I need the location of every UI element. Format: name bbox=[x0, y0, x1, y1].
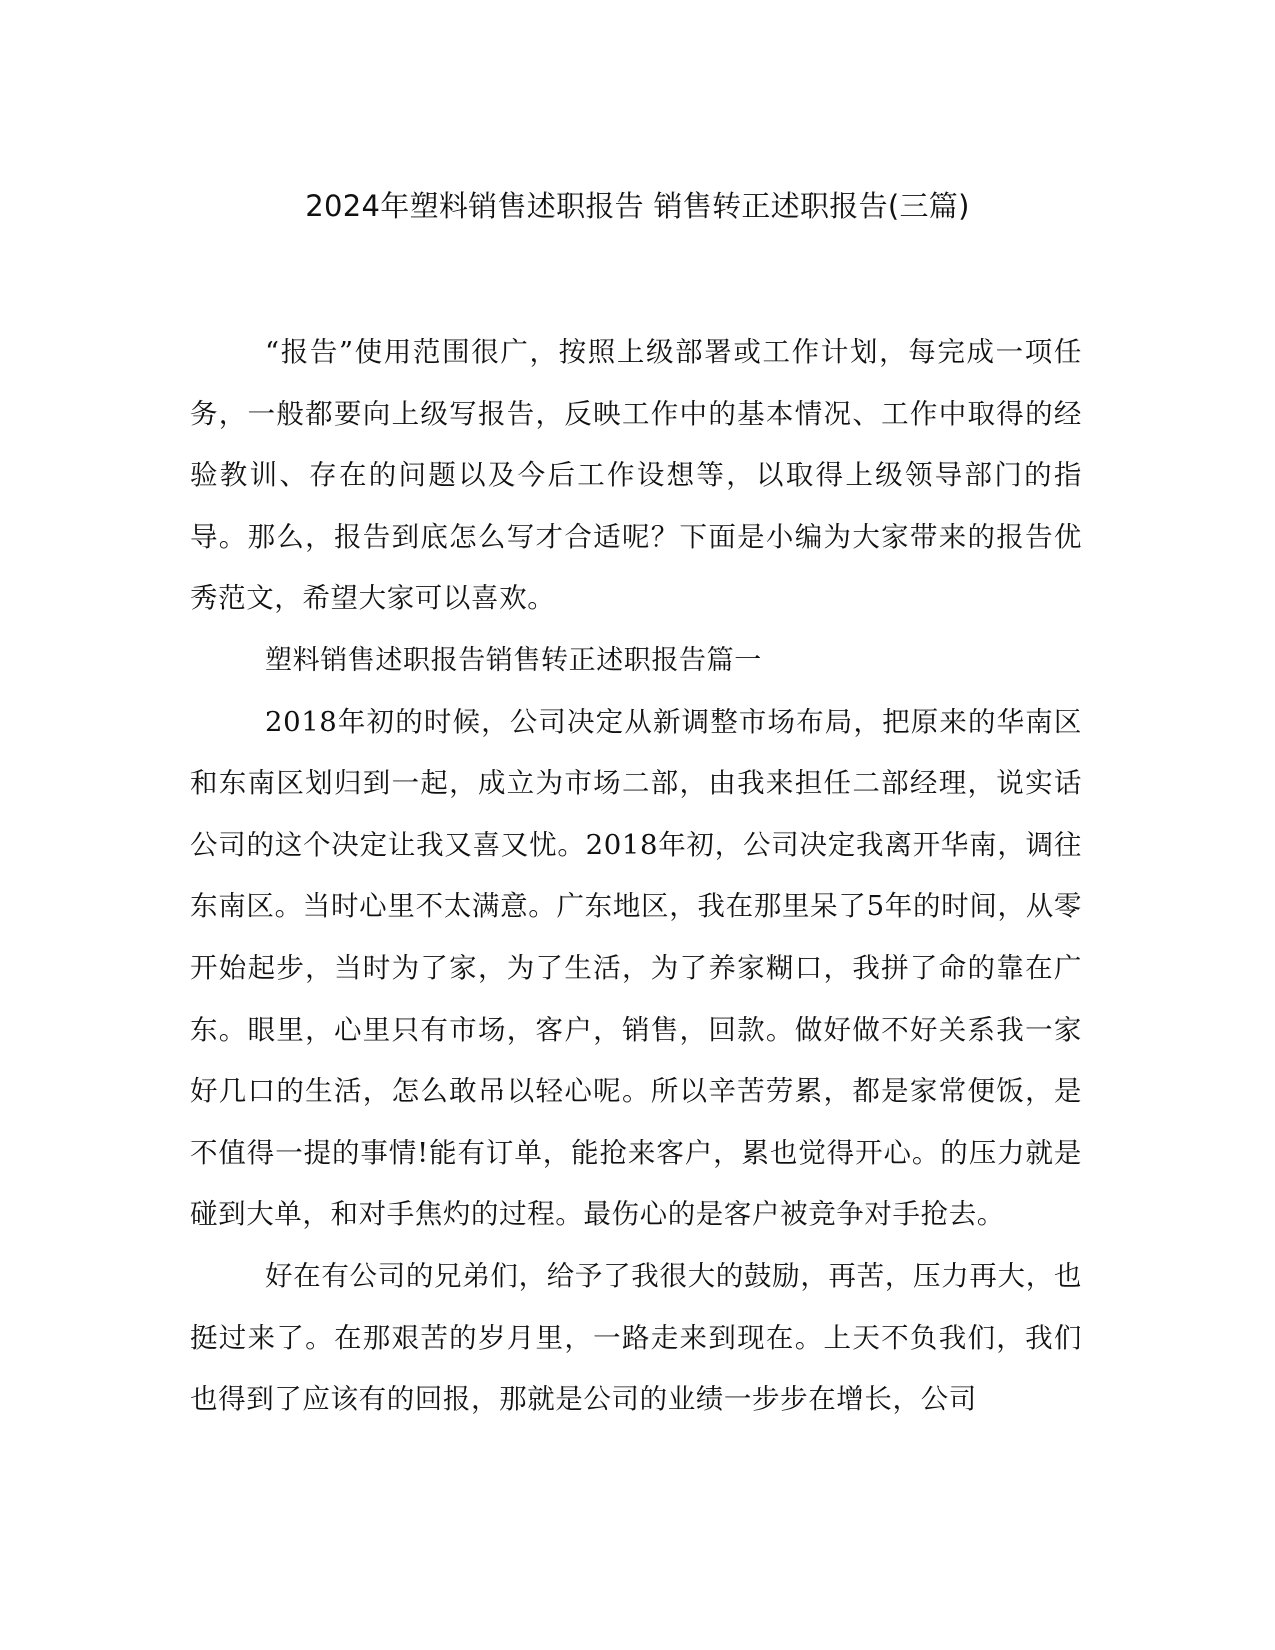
body-paragraph: 好在有公司的兄弟们，给予了我很大的鼓励，再苦，压力再大，也挺过来了。在那艰苦的岁月里，一路走来到现在。上天不负我们，我们也得到了应该有的回报，那就是公司的业绩一步步在增长，公司 bbox=[190, 1259, 1082, 1416]
document-body bbox=[190, 322, 1082, 1431]
body-paragraph: 2018年初的时候，公司决定从新调整市场布局，把原来的华南区和东南区划归到一起，成立为市场二部，由我来担任二部经理，说实话公司的这个决定让我又喜又忧。2018年初，公司决定我离开华南，调往东南区。当时心里不太满意。广东地区，我在那里呆了5年的时间，从零开始起步，当时为了家，为了生活，为了养家糊口，我拼了命的靠在广东。眼里，心里只有市场，客户，销售，回款。做好做不好关系我一家好几口的生活，怎么敢吊以轻心呢。所以辛苦劳累，都是家常便饭，是不值得一提的事情!能有订单，能抢来客户，累也觉得开心。的压力就是碰到大单，和对手焦灼的过程。最伤心的是客户被竞争对手抢去。 bbox=[190, 705, 1082, 1231]
section-heading: 塑料销售述职报告销售转正述职报告篇一 bbox=[265, 644, 762, 676]
intro-paragraph: “报告”使用范围很广，按照上级部署或工作计划，每完成一项任务，一般都要向上级写报告，反映工作中的基本情况、工作中取得的经验教训、存在的问题以及今后工作设想等，以取得上级领导部门的指导。那么，报告到底怎么写才合适呢？下面是小编为大家带来的报告优秀范文，希望大家可以喜欢。 bbox=[190, 336, 1082, 615]
document-title: 2024年塑料销售述职报告 销售转正述职报告(三篇) bbox=[305, 189, 970, 223]
